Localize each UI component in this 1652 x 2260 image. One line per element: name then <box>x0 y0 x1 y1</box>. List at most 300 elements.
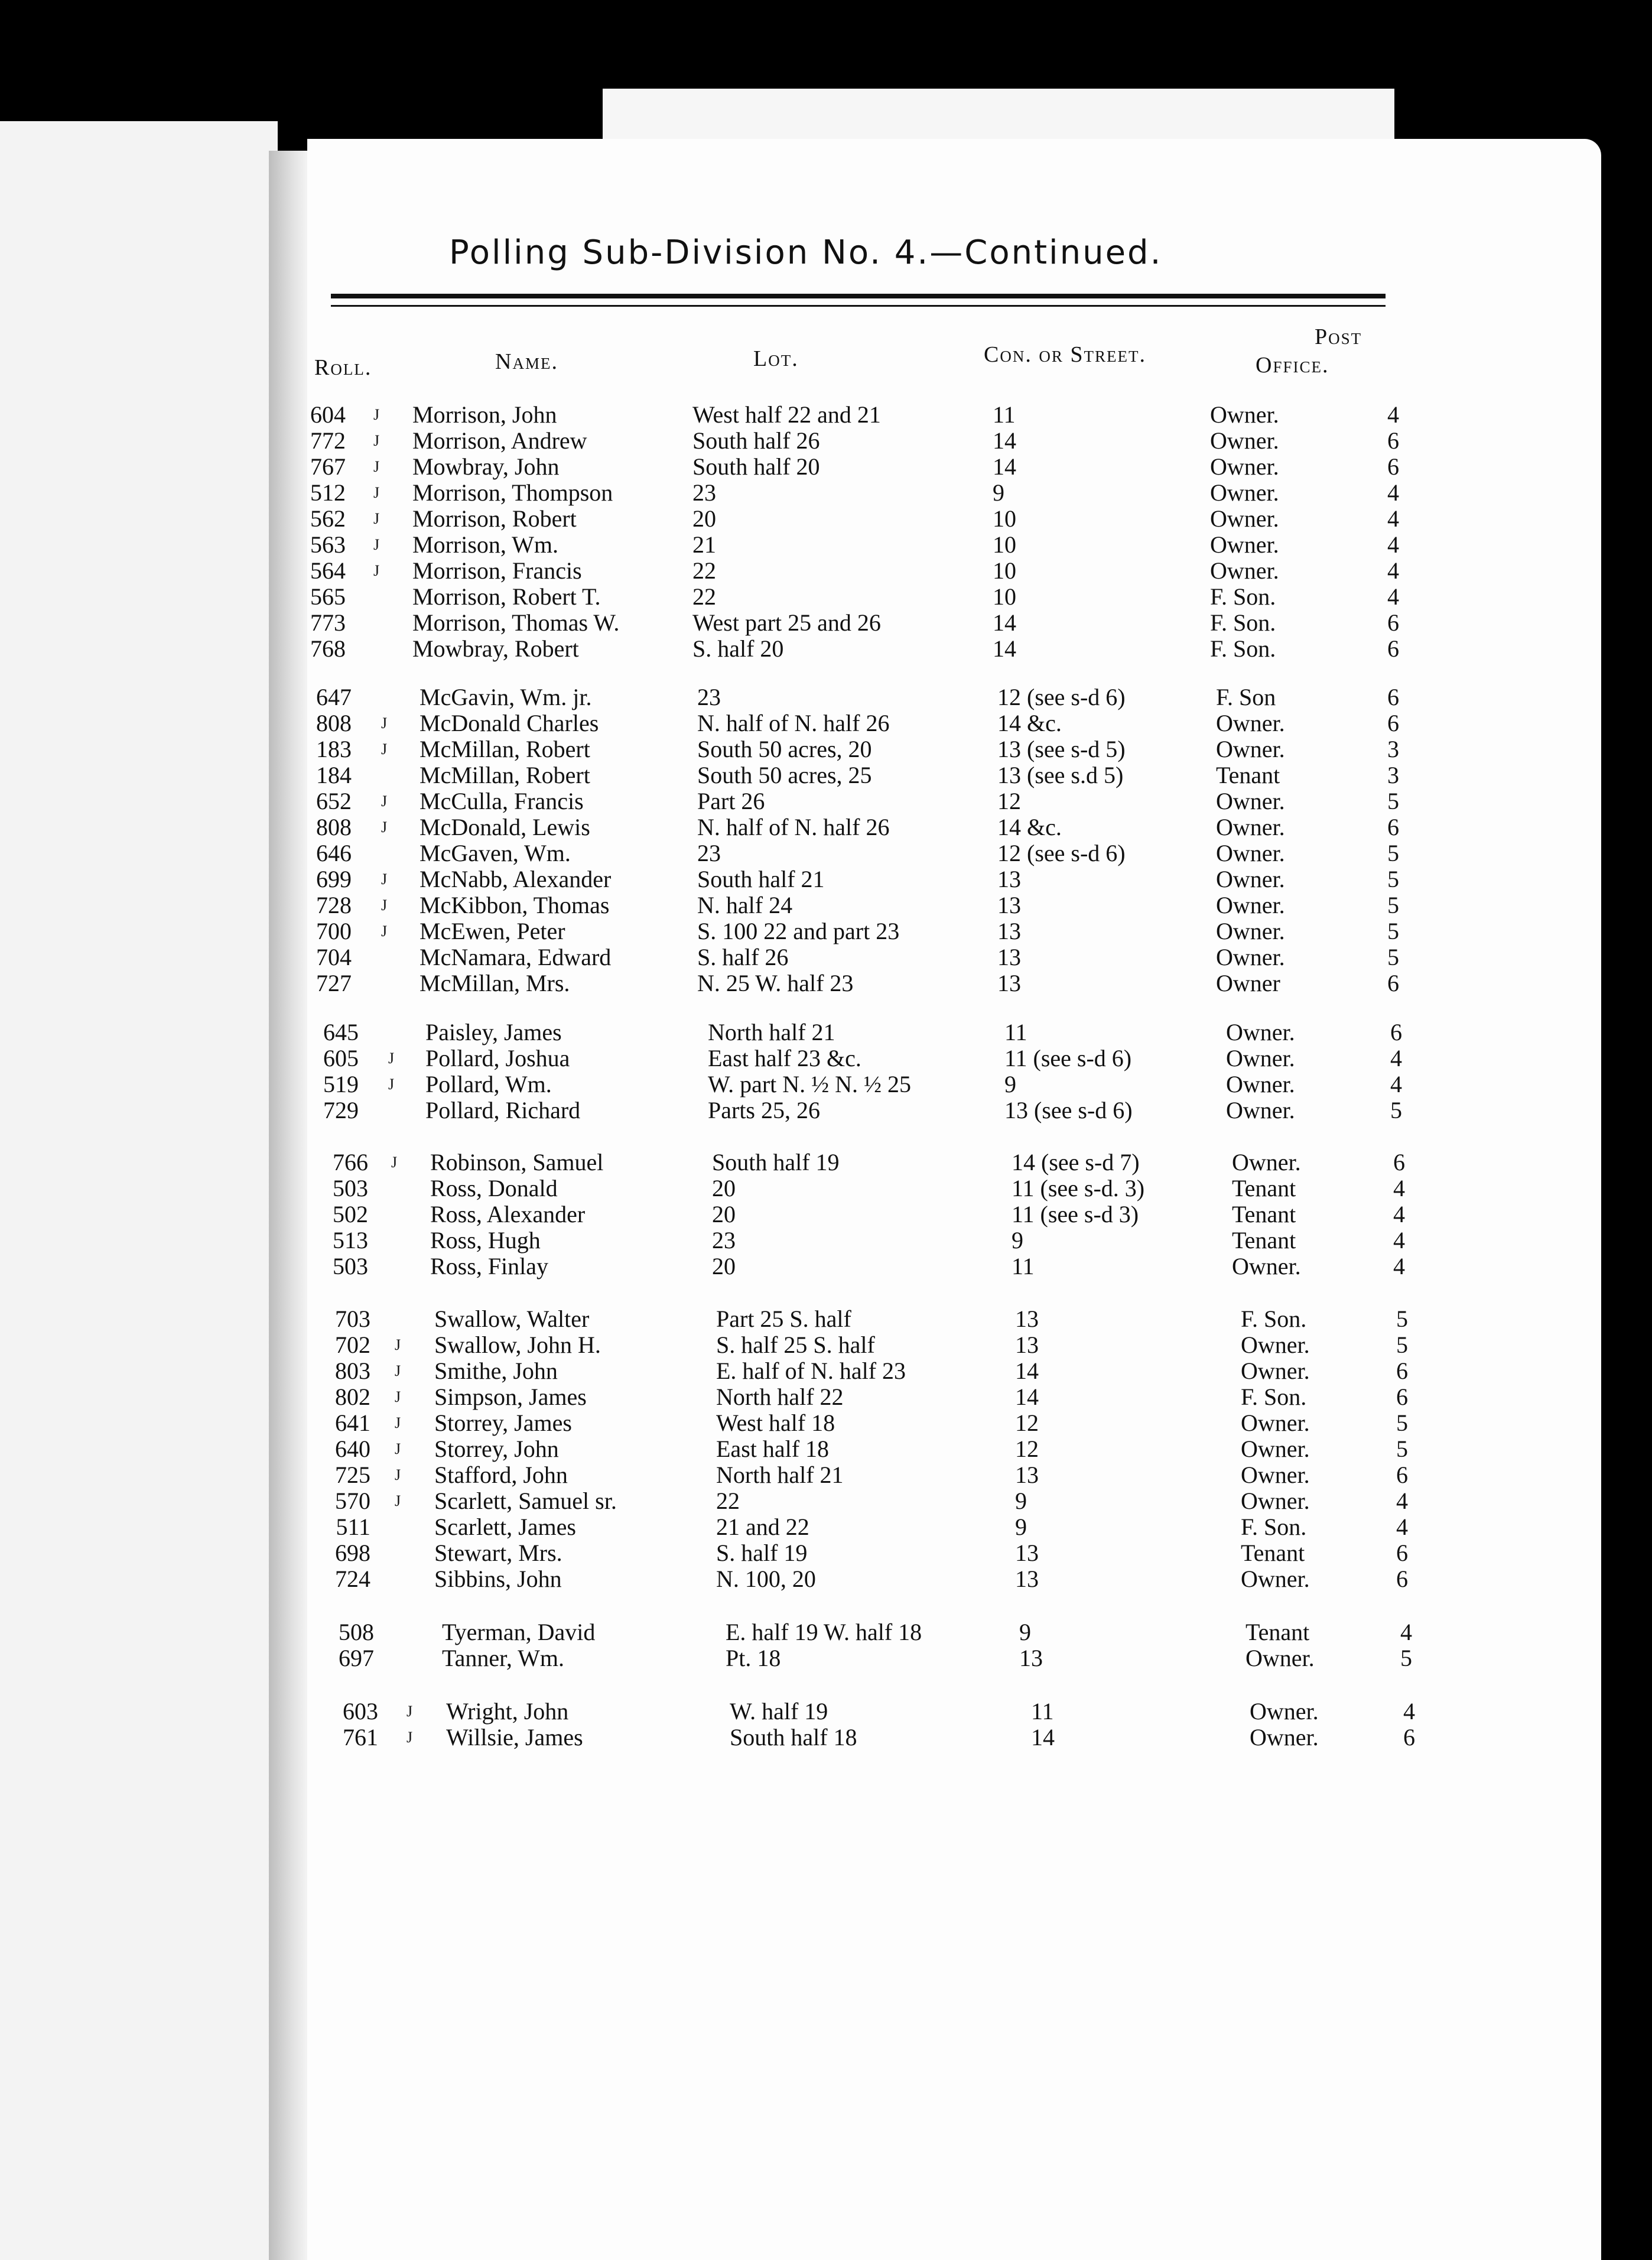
elector-name: Morrison, Andrew <box>412 427 587 454</box>
concession-street: 9 <box>1012 1227 1023 1254</box>
elector-name: Ross, Alexander <box>430 1201 586 1228</box>
post-office-number: 6 <box>1387 427 1399 454</box>
roll-number: 183 <box>316 736 352 762</box>
post-office-number: 6 <box>1396 1566 1408 1592</box>
property-status: Tenant <box>1216 762 1280 788</box>
concession-street: 11 (see s-d 3) <box>1012 1201 1139 1228</box>
post-office-number: 6 <box>1396 1384 1408 1410</box>
property-status: F. Son. <box>1210 609 1276 636</box>
property-status: Owner. <box>1210 531 1279 558</box>
elector-name: Stafford, John <box>434 1462 568 1488</box>
lot-description: N. half of N. half 26 <box>697 710 890 736</box>
lot-description: West half 22 and 21 <box>692 401 881 428</box>
roll-number: 698 <box>335 1540 370 1566</box>
property-status: Owner. <box>1232 1253 1301 1280</box>
elector-name: McMillan, Mrs. <box>419 970 570 996</box>
elector-name: Storrey, James <box>434 1410 572 1436</box>
elector-name: Tyerman, David <box>442 1619 596 1645</box>
lot-description: Pt. 18 <box>726 1645 781 1671</box>
elector-name: Pollard, Wm. <box>425 1071 552 1097</box>
lot-description: S. 100 22 and part 23 <box>697 918 900 944</box>
post-office-number: 4 <box>1387 531 1399 558</box>
header-post: Post <box>1315 324 1362 349</box>
roll-number: 645 <box>323 1019 359 1045</box>
post-office-number: 4 <box>1393 1253 1405 1280</box>
concession-street: 13 <box>1015 1306 1039 1332</box>
property-status: Owner. <box>1216 840 1285 866</box>
property-status: Owner. <box>1216 710 1285 736</box>
roll-number: 563 <box>310 531 346 558</box>
concession-street: 11 (see s-d. 3) <box>1012 1175 1145 1202</box>
juror-mark: J <box>388 1076 395 1093</box>
concession-street: 11 <box>1031 1698 1054 1725</box>
post-office-number: 6 <box>1396 1462 1408 1488</box>
concession-street: 13 (see s-d 5) <box>997 736 1126 762</box>
lot-description: 23 <box>697 840 721 866</box>
elector-name: McGaven, Wm. <box>419 840 571 866</box>
lot-description: 20 <box>712 1175 736 1202</box>
elector-name: Tanner, Wm. <box>442 1645 565 1671</box>
lot-description: 21 <box>692 531 716 558</box>
post-office-number: 5 <box>1396 1306 1408 1332</box>
elector-name: Pollard, Richard <box>425 1097 581 1123</box>
elector-name: Morrison, Robert <box>412 505 577 532</box>
roll-number: 704 <box>316 944 352 970</box>
concession-street: 11 <box>993 401 1016 428</box>
post-office-number: 5 <box>1396 1410 1408 1436</box>
lot-description: 20 <box>692 505 716 532</box>
property-status: F. Son. <box>1241 1514 1307 1540</box>
title-rule-thick <box>331 294 1386 298</box>
concession-street: 14 <box>1031 1724 1055 1751</box>
roll-number: 728 <box>316 892 352 918</box>
lot-description: S. half 20 <box>692 635 784 662</box>
post-office-number: 3 <box>1387 736 1399 762</box>
concession-street: 13 (see s.d 5) <box>997 762 1124 788</box>
property-status: Owner. <box>1241 1358 1310 1384</box>
post-office-number: 5 <box>1390 1097 1402 1123</box>
post-office-number: 6 <box>1396 1540 1408 1566</box>
property-status: Owner. <box>1210 479 1279 506</box>
juror-mark: J <box>388 1050 395 1067</box>
roll-number: 647 <box>316 684 352 710</box>
header-con-street: Con. or Street. <box>984 342 1146 367</box>
roll-number: 562 <box>310 505 346 532</box>
elector-name: McGavin, Wm. jr. <box>419 684 592 710</box>
elector-name: Mowbray, Robert <box>412 635 579 662</box>
post-office-number: 5 <box>1387 840 1399 866</box>
elector-name: Swallow, Walter <box>434 1306 590 1332</box>
concession-street: 9 <box>993 479 1004 506</box>
elector-name: McMillan, Robert <box>419 762 590 788</box>
concession-street: 14 <box>1015 1358 1039 1384</box>
elector-name: Smithe, John <box>434 1358 558 1384</box>
juror-mark: J <box>395 1362 401 1379</box>
lot-description: N. half 24 <box>697 892 793 918</box>
property-status: Owner. <box>1241 1566 1310 1592</box>
elector-name: Willsie, James <box>446 1724 583 1751</box>
juror-mark: J <box>381 819 388 836</box>
post-office-number: 4 <box>1387 557 1399 584</box>
roll-number: 641 <box>335 1410 370 1436</box>
property-status: Owner. <box>1210 557 1279 584</box>
property-status: Owner. <box>1216 814 1285 840</box>
concession-street: 12 <box>1015 1410 1039 1436</box>
concession-street: 9 <box>1015 1488 1027 1514</box>
property-status: Owner. <box>1210 401 1279 428</box>
juror-mark: J <box>381 871 388 888</box>
post-office-number: 4 <box>1403 1698 1415 1725</box>
concession-street: 11 (see s-d 6) <box>1004 1045 1132 1071</box>
roll-number: 565 <box>310 583 346 610</box>
lot-description: East half 18 <box>716 1436 830 1462</box>
post-office-number: 6 <box>1393 1149 1405 1176</box>
juror-mark: J <box>373 536 380 553</box>
property-status: F. Son. <box>1210 635 1276 662</box>
property-status: Owner. <box>1216 866 1285 892</box>
elector-name: McKibbon, Thomas <box>419 892 610 918</box>
elector-name: McDonald Charles <box>419 710 599 736</box>
post-office-number: 4 <box>1387 583 1399 610</box>
roll-number: 605 <box>323 1045 359 1071</box>
roll-number: 768 <box>310 635 346 662</box>
post-office-number: 5 <box>1400 1645 1412 1671</box>
lot-description: N. 25 W. half 23 <box>697 970 854 996</box>
concession-street: 14 &c. <box>997 814 1062 840</box>
elector-name: Morrison, Wm. <box>412 531 559 558</box>
roll-number: 725 <box>335 1462 370 1488</box>
post-office-number: 5 <box>1387 892 1399 918</box>
post-office-number: 6 <box>1390 1019 1402 1045</box>
concession-street: 13 <box>1015 1540 1039 1566</box>
property-status: Owner. <box>1226 1019 1295 1045</box>
roll-number: 703 <box>335 1306 370 1332</box>
property-status: Owner. <box>1226 1071 1295 1097</box>
concession-street: 12 (see s-d 6) <box>997 684 1126 710</box>
concession-street: 13 <box>997 944 1021 970</box>
lot-description: West half 18 <box>716 1410 835 1436</box>
lot-description: South half 26 <box>692 427 820 454</box>
roll-number: 766 <box>333 1149 368 1176</box>
property-status: Owner. <box>1241 1488 1310 1514</box>
juror-mark: J <box>373 432 380 449</box>
post-office-number: 6 <box>1396 1358 1408 1384</box>
juror-mark: J <box>373 458 380 475</box>
concession-street: 14 <box>993 635 1016 662</box>
concession-street: 14 <box>993 609 1016 636</box>
roll-number: 729 <box>323 1097 359 1123</box>
roll-number: 761 <box>343 1724 378 1751</box>
roll-number: 508 <box>339 1619 374 1645</box>
juror-mark: J <box>373 510 380 527</box>
roll-number: 646 <box>316 840 352 866</box>
concession-street: 13 <box>1019 1645 1043 1671</box>
lot-description: W. half 19 <box>730 1698 828 1725</box>
lot-description: W. part N. ½ N. ½ 25 <box>708 1071 912 1097</box>
juror-mark: J <box>391 1154 398 1171</box>
lot-description: S. half 19 <box>716 1540 808 1566</box>
concession-street: 9 <box>1015 1514 1027 1540</box>
roll-number: 519 <box>323 1071 359 1097</box>
post-office-number: 4 <box>1387 479 1399 506</box>
lot-description: South half 18 <box>730 1724 857 1751</box>
roll-number: 513 <box>333 1227 368 1254</box>
concession-street: 11 <box>1004 1019 1027 1045</box>
elector-name: Ross, Finlay <box>430 1253 549 1280</box>
lot-description: Part 26 <box>697 788 765 814</box>
elector-name: Scarlett, James <box>434 1514 576 1540</box>
property-status: Tenant <box>1241 1540 1305 1566</box>
header-roll: Roll. <box>314 355 372 380</box>
juror-mark: J <box>395 1336 401 1353</box>
property-status: Owner. <box>1216 736 1285 762</box>
roll-number: 512 <box>310 479 346 506</box>
concession-street: 13 <box>997 892 1021 918</box>
lot-description: 22 <box>692 557 716 584</box>
elector-name: Wright, John <box>446 1698 569 1725</box>
property-status: Tenant <box>1232 1175 1296 1202</box>
juror-mark: J <box>381 715 388 732</box>
lot-description: North half 21 <box>716 1462 844 1488</box>
property-status: F. Son. <box>1241 1306 1307 1332</box>
property-status: Owner. <box>1216 944 1285 970</box>
concession-street: 10 <box>993 505 1016 532</box>
elector-name: Morrison, Thompson <box>412 479 613 506</box>
concession-street: 14 <box>993 453 1016 480</box>
post-office-number: 4 <box>1390 1045 1402 1071</box>
juror-mark: J <box>381 741 388 758</box>
lot-description: N. half of N. half 26 <box>697 814 890 840</box>
roll-number: 808 <box>316 710 352 736</box>
concession-street: 12 <box>997 788 1021 814</box>
elector-name: McNabb, Alexander <box>419 866 612 892</box>
elector-name: Stewart, Mrs. <box>434 1540 562 1566</box>
lot-description: South half 21 <box>697 866 825 892</box>
post-office-number: 4 <box>1393 1201 1405 1228</box>
property-status: F. Son <box>1216 684 1276 710</box>
property-status: Tenant <box>1245 1619 1310 1645</box>
concession-street: 11 <box>1012 1253 1035 1280</box>
roll-number: 700 <box>316 918 352 944</box>
post-office-number: 6 <box>1387 684 1399 710</box>
property-status: Owner. <box>1216 892 1285 918</box>
concession-street: 13 <box>997 970 1021 996</box>
concession-street: 14 &c. <box>997 710 1062 736</box>
lot-description: North half 22 <box>716 1384 844 1410</box>
concession-street: 14 <box>993 427 1016 454</box>
property-status: Owner. <box>1226 1045 1295 1071</box>
lot-description: 23 <box>692 479 716 506</box>
lot-description: E. half of N. half 23 <box>716 1358 906 1384</box>
property-status: F. Son. <box>1241 1384 1307 1410</box>
juror-mark: J <box>407 1729 413 1746</box>
property-status: Owner. <box>1241 1332 1310 1358</box>
elector-name: Morrison, Robert T. <box>412 583 601 610</box>
post-office-number: 5 <box>1387 788 1399 814</box>
juror-mark: J <box>395 1466 401 1483</box>
property-status: Owner. <box>1245 1645 1315 1671</box>
concession-street: 10 <box>993 583 1016 610</box>
lot-description: Part 25 S. half <box>716 1306 851 1332</box>
post-office-number: 6 <box>1387 710 1399 736</box>
elector-name: Mowbray, John <box>412 453 560 480</box>
concession-street: 12 <box>1015 1436 1039 1462</box>
roll-number: 727 <box>316 970 352 996</box>
property-status: Owner <box>1216 970 1280 996</box>
elector-name: Morrison, Francis <box>412 557 582 584</box>
roll-number: 697 <box>339 1645 374 1671</box>
property-status: Tenant <box>1232 1201 1296 1228</box>
concession-street: 13 (see s-d 6) <box>1004 1097 1133 1123</box>
post-office-number: 5 <box>1387 918 1399 944</box>
elector-name: McNamara, Edward <box>419 944 612 970</box>
lot-description: S. half 25 S. half <box>716 1332 875 1358</box>
lot-description: 22 <box>692 583 716 610</box>
post-office-number: 5 <box>1396 1332 1408 1358</box>
concession-street: 9 <box>1004 1071 1016 1097</box>
post-office-number: 4 <box>1393 1227 1405 1254</box>
lot-description: South 50 acres, 25 <box>697 762 872 788</box>
concession-street: 10 <box>993 557 1016 584</box>
lot-description: South half 19 <box>712 1149 840 1176</box>
roll-number: 570 <box>335 1488 370 1514</box>
post-office-number: 4 <box>1390 1071 1402 1097</box>
roll-number: 502 <box>333 1201 368 1228</box>
post-office-number: 4 <box>1396 1488 1408 1514</box>
roll-number: 604 <box>310 401 346 428</box>
property-status: Owner. <box>1250 1724 1319 1751</box>
roll-number: 802 <box>335 1384 370 1410</box>
juror-mark: J <box>395 1414 401 1431</box>
juror-mark: J <box>373 406 380 423</box>
elector-name: Paisley, James <box>425 1019 562 1045</box>
elector-name: Ross, Donald <box>430 1175 558 1202</box>
roll-number: 803 <box>335 1358 370 1384</box>
page-title: Polling Sub-Division No. 4.—Continued. <box>449 233 1163 272</box>
property-status: Owner. <box>1226 1097 1295 1123</box>
post-office-number: 6 <box>1387 609 1399 636</box>
juror-mark: J <box>395 1440 401 1457</box>
elector-name: Ross, Hugh <box>430 1227 541 1254</box>
post-office-number: 6 <box>1387 814 1399 840</box>
roll-number: 724 <box>335 1566 370 1592</box>
juror-mark: J <box>395 1388 401 1405</box>
lot-description: 23 <box>697 684 721 710</box>
concession-street: 12 (see s-d 6) <box>997 840 1126 866</box>
lot-description: North half 21 <box>708 1019 835 1045</box>
concession-street: 13 <box>997 918 1021 944</box>
post-office-number: 4 <box>1396 1514 1408 1540</box>
elector-name: McEwen, Peter <box>419 918 565 944</box>
lot-description: E. half 19 W. half 18 <box>726 1619 922 1645</box>
post-office-number: 6 <box>1387 970 1399 996</box>
elector-name: McCulla, Francis <box>419 788 584 814</box>
elector-name: Robinson, Samuel <box>430 1149 604 1176</box>
elector-name: McMillan, Robert <box>419 736 590 762</box>
concession-street: 10 <box>993 531 1016 558</box>
roll-number: 767 <box>310 453 346 480</box>
lot-description: N. 100, 20 <box>716 1566 816 1592</box>
lot-description: 22 <box>716 1488 740 1514</box>
juror-mark: J <box>381 923 388 940</box>
concession-street: 14 <box>1015 1384 1039 1410</box>
lot-description: West part 25 and 26 <box>692 609 881 636</box>
elector-name: Morrison, Thomas W. <box>412 609 620 636</box>
header-office: Office. <box>1256 353 1329 378</box>
roll-number: 702 <box>335 1332 370 1358</box>
property-status: Owner. <box>1241 1410 1310 1436</box>
lot-description: South half 20 <box>692 453 820 480</box>
post-office-number: 6 <box>1403 1724 1415 1751</box>
roll-number: 808 <box>316 814 352 840</box>
lot-description: 20 <box>712 1201 736 1228</box>
post-office-number: 4 <box>1387 401 1399 428</box>
post-office-number: 4 <box>1387 505 1399 532</box>
post-office-number: 4 <box>1400 1619 1412 1645</box>
property-status: F. Son. <box>1210 583 1276 610</box>
property-status: Owner. <box>1250 1698 1319 1725</box>
elector-name: Pollard, Joshua <box>425 1045 570 1071</box>
lot-description: East half 23 &c. <box>708 1045 861 1071</box>
roll-number: 564 <box>310 557 346 584</box>
lot-description: Parts 25, 26 <box>708 1097 820 1123</box>
roll-number: 503 <box>333 1253 368 1280</box>
roll-number: 603 <box>343 1698 378 1725</box>
title-rule-thin <box>331 305 1386 307</box>
post-office-number: 4 <box>1393 1175 1405 1202</box>
post-office-number: 6 <box>1387 453 1399 480</box>
property-status: Owner. <box>1216 918 1285 944</box>
juror-mark: J <box>373 484 380 501</box>
lot-description: 23 <box>712 1227 736 1254</box>
post-office-number: 3 <box>1387 762 1399 788</box>
property-status: Owner. <box>1241 1462 1310 1488</box>
concession-street: 13 <box>1015 1566 1039 1592</box>
elector-name: McDonald, Lewis <box>419 814 590 840</box>
roll-number: 640 <box>335 1436 370 1462</box>
property-status: Owner. <box>1210 427 1279 454</box>
lot-description: 21 and 22 <box>716 1514 809 1540</box>
elector-name: Morrison, John <box>412 401 557 428</box>
concession-street: 9 <box>1019 1619 1031 1645</box>
roll-number: 503 <box>333 1175 368 1202</box>
header-lot: Lot. <box>753 346 799 371</box>
property-status: Owner. <box>1216 788 1285 814</box>
juror-mark: J <box>381 897 388 914</box>
elector-name: Swallow, John H. <box>434 1332 601 1358</box>
property-status: Owner. <box>1232 1149 1301 1176</box>
elector-name: Sibbins, John <box>434 1566 562 1592</box>
property-status: Owner. <box>1210 505 1279 532</box>
lot-description: S. half 26 <box>697 944 789 970</box>
elector-name: Simpson, James <box>434 1384 587 1410</box>
property-status: Owner. <box>1241 1436 1310 1462</box>
lot-description: 20 <box>712 1253 736 1280</box>
post-office-number: 5 <box>1396 1436 1408 1462</box>
roll-number: 772 <box>310 427 346 454</box>
property-status: Owner. <box>1210 453 1279 480</box>
juror-mark: J <box>381 793 388 810</box>
roll-number: 652 <box>316 788 352 814</box>
concession-street: 13 <box>997 866 1021 892</box>
header-name: Name. <box>495 349 558 374</box>
juror-mark: J <box>407 1703 413 1720</box>
elector-name: Scarlett, Samuel sr. <box>434 1488 617 1514</box>
elector-name: Storrey, John <box>434 1436 559 1462</box>
roll-number: 773 <box>310 609 346 636</box>
roll-number: 184 <box>316 762 352 788</box>
concession-street: 13 <box>1015 1332 1039 1358</box>
